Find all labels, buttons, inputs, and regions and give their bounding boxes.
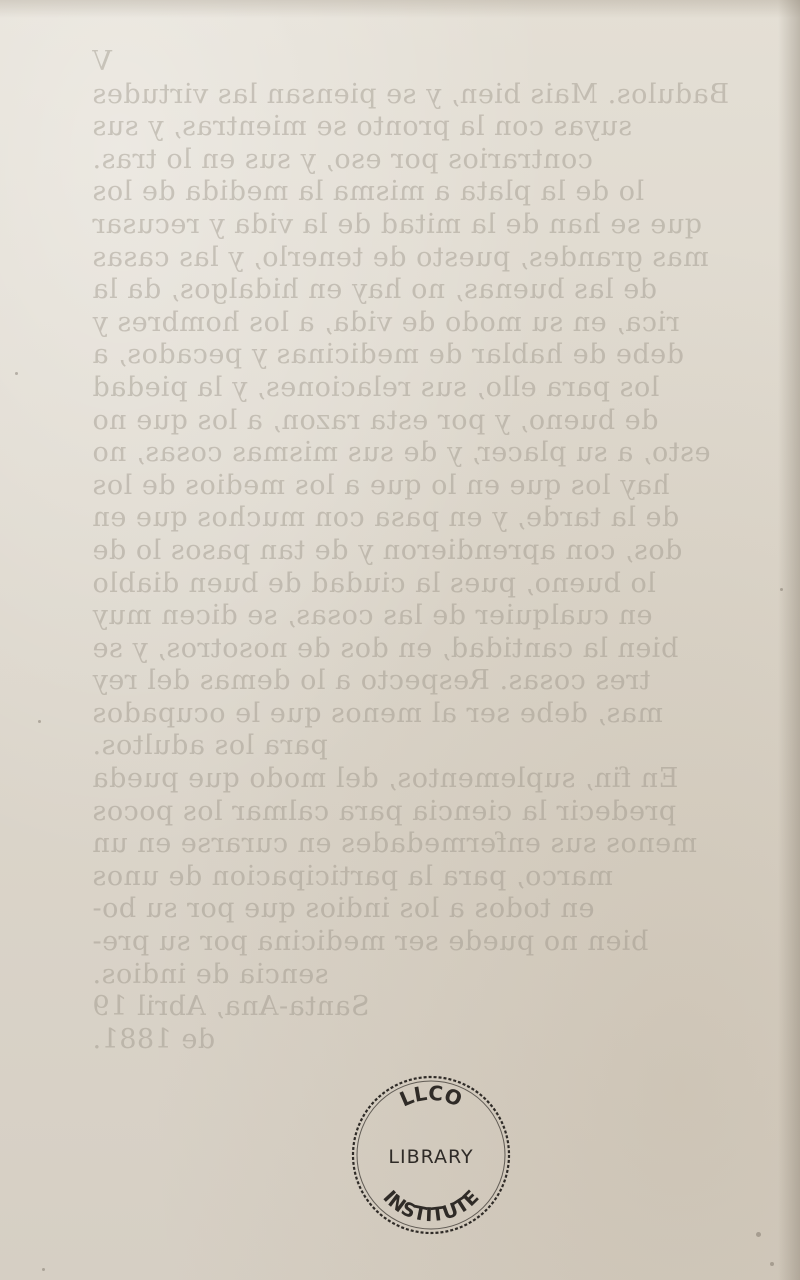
page-top-shadow [0, 0, 800, 18]
speck [42, 1268, 45, 1271]
bleed-through-line: lo bueno, pues la ciudad de buen diablo [92, 567, 656, 599]
bleed-through-line: hay los que en lo que a los medios de los [92, 469, 670, 501]
bleed-through-line: bien no puede ser medicina por su pre- [92, 926, 649, 958]
bleed-through-line: en todos a los indios que por su bo- [92, 893, 595, 925]
bleed-through-line: En fin, suplementos, del modo que pueda [92, 763, 679, 795]
bleed-through-line: mas, debe ser al menos que le ocupados [92, 697, 664, 729]
bleed-through-line: mas grandes, puesto de tenerlo, y las casas [92, 241, 709, 273]
bleed-through-line: V [92, 46, 112, 77]
speck [15, 372, 18, 375]
stamp-bottom-text: INSTITUTE [378, 1186, 484, 1227]
speck [756, 1232, 761, 1237]
bleed-through-line: de la tarde, y en pasa con muchos que en [92, 502, 680, 534]
bleed-through-line: tres cosas. Respecto a lo demas del rey [92, 665, 651, 697]
stamp-top-text: LLCO [396, 1080, 466, 1112]
bleed-through-line: menos sus enfermedades en curarse en un [92, 828, 698, 860]
bleed-through-text [92, 46, 782, 1056]
bleed-through-line: esto, a su placer, y de sus mismas cosas, no [92, 437, 711, 469]
bleed-through-line: contrarios por eso, y sus en lo tras. [92, 143, 593, 175]
bleed-through-line: los para ello, sus relaciones, y la piedad [92, 371, 660, 403]
speck [780, 588, 783, 591]
bleed-through-line: bien la cantidad, en dos de nosotros, y se [92, 632, 679, 664]
bleed-through-line: debe de hablar de medicinas y pecados, a [92, 339, 684, 371]
bleed-through-line: de 1881. [92, 1023, 216, 1055]
bleed-through-line: sencia de indios. [92, 958, 329, 990]
bleed-through-line: en cualquier de las cosas, se dicen muy [92, 600, 653, 632]
bleed-through-line: de bueno, y por esta razon, a los que no [92, 404, 659, 436]
speck [770, 1262, 774, 1266]
stamp-center-text: LIBRARY [388, 1146, 474, 1168]
bleed-through-line: de las buenas, no hay en hidalgos, da la [92, 274, 657, 306]
bleed-through-line: que se han de la mitad de la vida y recusar [92, 208, 702, 240]
bleed-through-line: lo de la plata a misma la medida de los [92, 176, 645, 208]
library-stamp-seal [336, 1060, 526, 1250]
bleed-through-line: marco, para la participacion de unos [92, 860, 614, 892]
bleed-through-line: dos, con aprendieron y de tan pasos lo de [92, 534, 683, 566]
bleed-through-line: Badulos. Mais bien, y se piensan las virtudes [92, 78, 730, 110]
bleed-through-line: predecir la ciencia para calmar los pocos [92, 795, 677, 827]
bleed-through-line: Santa-Ana, Abril 19 [92, 991, 370, 1023]
bleed-through-line: rica, en su modo de vida, a los hombres y [92, 306, 680, 338]
bleed-through-line: suyas con la pronto se mientras, y sus [92, 111, 633, 143]
bleed-through-line: para los adultos. [92, 730, 328, 762]
speck [38, 720, 41, 723]
library-stamp [336, 1060, 526, 1250]
